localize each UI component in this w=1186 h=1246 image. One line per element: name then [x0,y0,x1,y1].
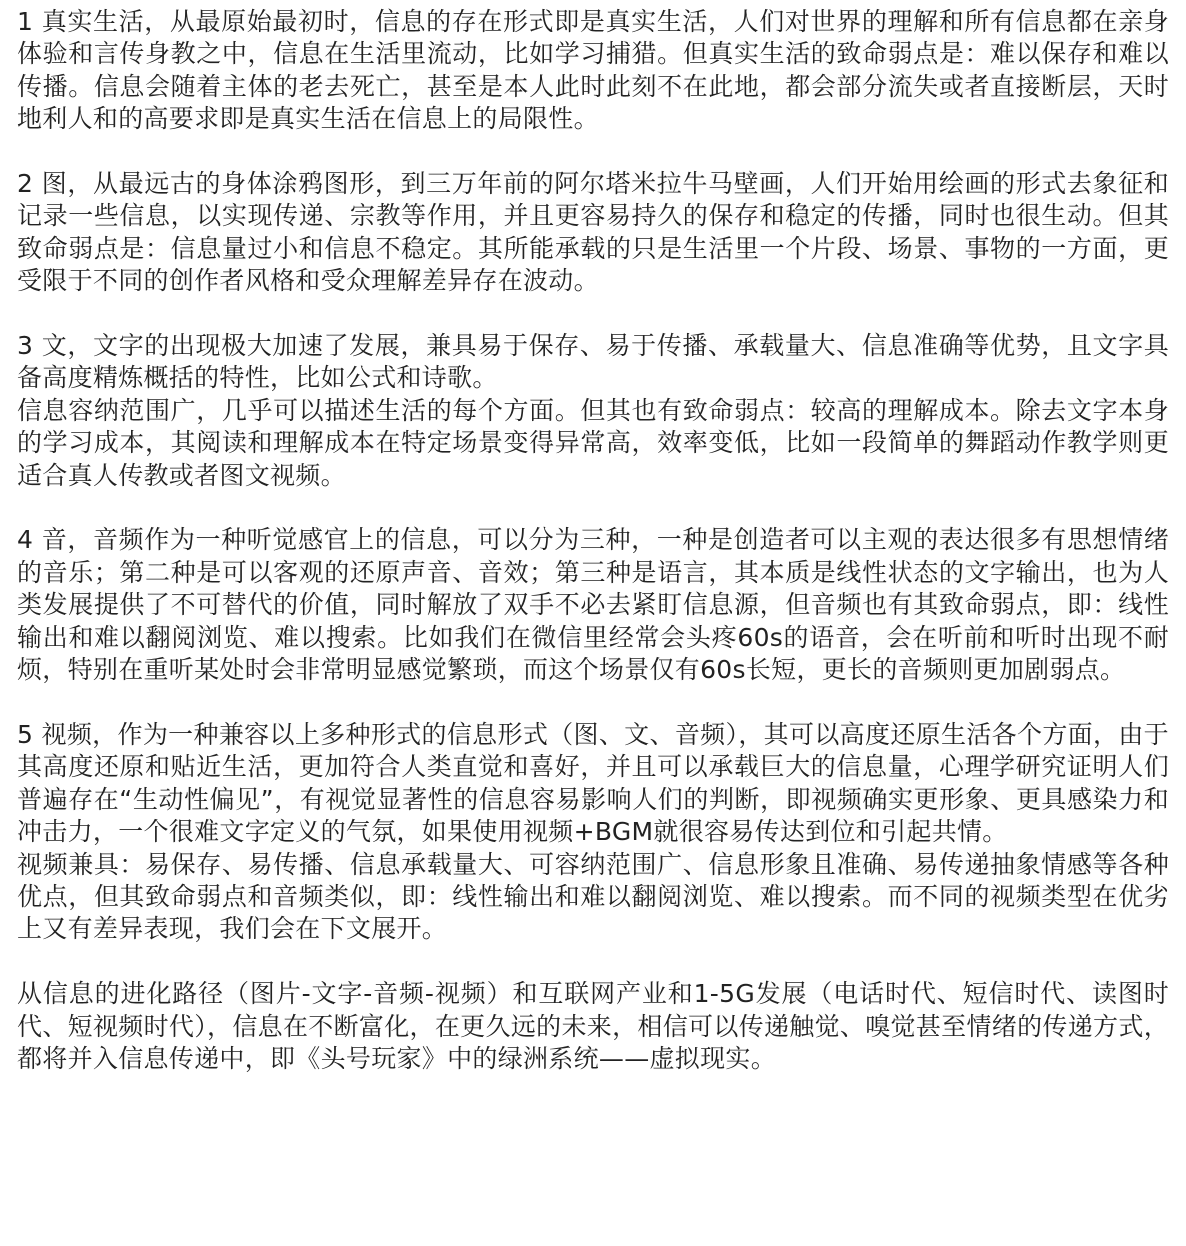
paragraph-text-weakness: 信息容纳范围广，几乎可以描述生活的每个方面。但其也有致命弱点：较高的理解成本。除去文字本身的学习成本，其阅读和理解成本在特定场景变得异常高，效率变低，比如一段简单的舞蹈动作教学则更适合真人传教或者图文视频。 [17,395,1169,490]
paragraph-text: 3 文，文字的出现极大加速了发展，兼具易于保存、易于传播、承载量大、信息准确等优势，且文字具备高度精炼概括的特性，比如公式和诗歌。 [17,331,1169,393]
article-body [17,6,1169,1075]
paragraph-audio: 4 音，音频作为一种听觉感官上的信息，可以分为三种，一种是创造者可以主观的表达很多有思想情绪的音乐；第二种是可以客观的还原声音、音效；第三种是语言，其本质是线性状态的文字输出，也为人类发展提供了不可替代的价值，同时解放了双手不必去紧盯信息源，但音频也有其致命弱点，即：线性输出和难以翻阅浏览、难以搜索。比如我们在微信里经常会头疼60s的语音，会在听前和听时出现不耐烦，特别在重听某处时会非常明显感觉繁琐，而这个场景仅有60s长短，更长的音频则更加剧弱点。 [17,525,1169,685]
paragraph-real-life: 1 真实生活，从最原始最初时，信息的存在形式即是真实生活，人们对世界的理解和所有信息都在亲身体验和言传身教之中，信息在生活里流动，比如学习捕猎。但真实生活的致命弱点是：难以保存和难以传播。信息会随着主体的老去死亡，甚至是本人此时此刻不在此地，都会部分流失或者直接断层，天时地利人和的高要求即是真实生活在信息上的局限性。 [17,7,1169,134]
paragraph-image: 2 图，从最远古的身体涂鸦图形，到三万年前的阿尔塔米拉牛马壁画，人们开始用绘画的形式去象征和记录一些信息，以实现传递、宗教等作用，并且更容易持久的保存和稳定的传播，同时也很生动。但其致命弱点是：信息量过小和信息不稳定。其所能承载的只是生活里一个片段、场景、事物的一方面，更受限于不同的创作者风格和受众理解差异存在波动。 [17,169,1169,296]
paragraph-conclusion: 从信息的进化路径（图片-文字-音频-视频）和互联网产业和1-5G发展（电话时代、短信时代、读图时代、短视频时代），信息在不断富化，在更久远的未来，相信可以传递触觉、嗅觉甚至情绪的传递方式，都将并入信息传递中，即《头号玩家》中的绿洲系统——虚拟现实。 [17,979,1169,1073]
paragraph-video-strengths: 视频兼具：易保存、易传播、信息承载量大、可容纳范围广、信息形象且准确、易传递抽象情感等各种优点，但其致命弱点和音频类似，即：线性输出和难以翻阅浏览、难以搜索。而不同的视频类型在优劣上又有差异表现，我们会在下文展开。 [17,849,1169,944]
paragraph-video: 5 视频，作为一种兼容以上多种形式的信息形式（图、文、音频），其可以高度还原生活各个方面，由于其高度还原和贴近生活，更加符合人类直觉和喜好，并且可以承载巨大的信息量，心理学研究证明人们普遍存在“生动性偏见”，有视觉显著性的信息容易影响人们的判断，即视频确实更形象、更具感染力和冲击力，一个很难文字定义的气氛，如果使用视频+BGM就很容易传达到位和引起共情。 [17,719,1169,847]
